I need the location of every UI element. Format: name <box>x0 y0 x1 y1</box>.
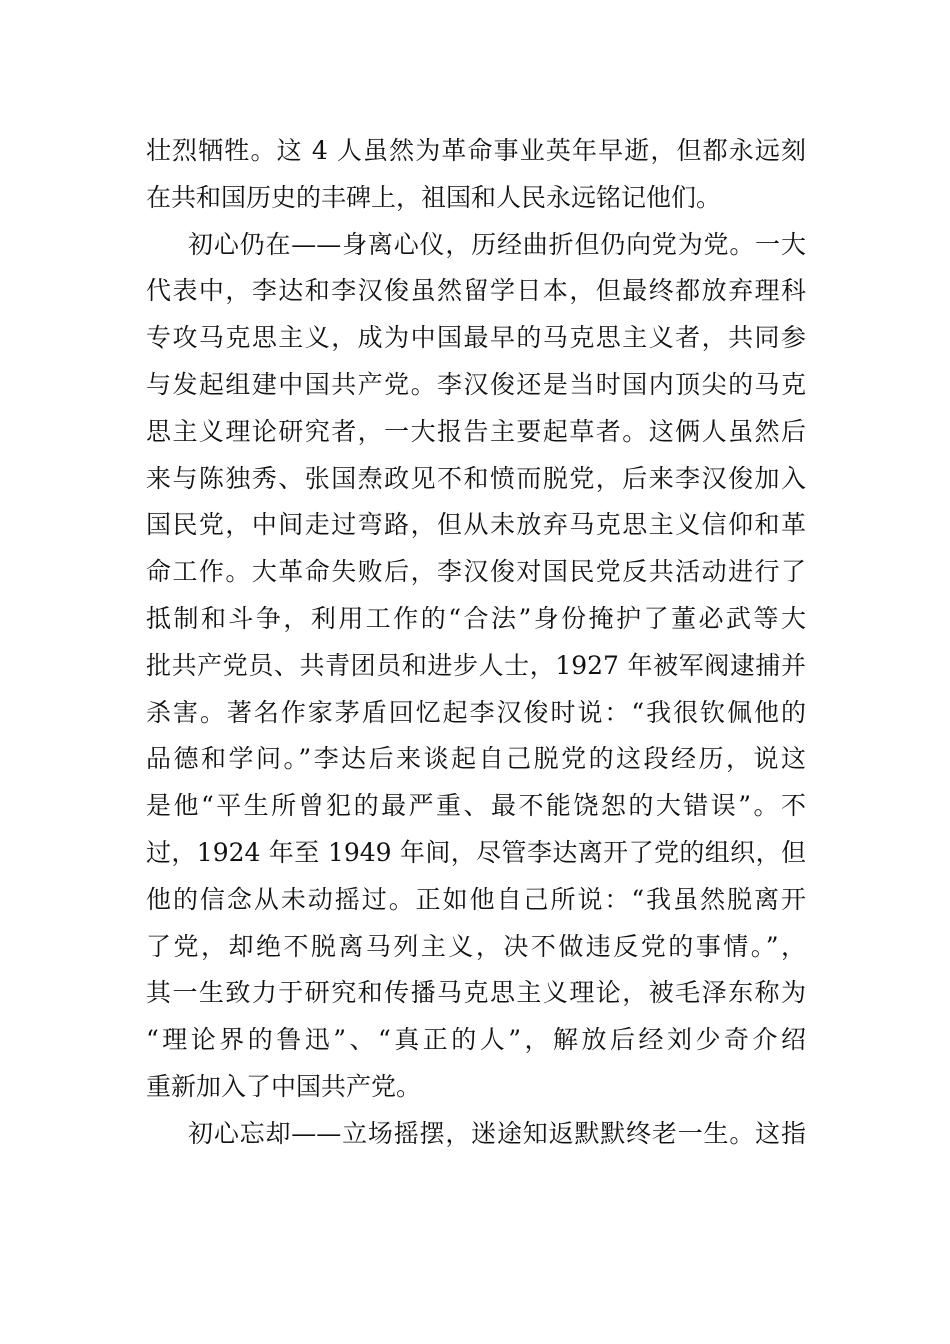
paragraph <box>146 222 806 1111</box>
text-line: 思主义理论研究者，一大报告主要起草者。这俩人虽然后 <box>146 416 806 446</box>
text-line: 国民党，中间走过弯路，但从未放弃马克思主义信仰和革 <box>146 510 806 540</box>
text-line: 杀害。著名作家茅盾回忆起李汉俊时说：“我很钦佩他的 <box>146 697 806 727</box>
text-line: 批共产党员、共青团员和进步人士，1927 年被军阀逮捕并 <box>146 650 806 680</box>
text-line: 他的信念从未动摇过。正如他自己所说：“我虽然脱离开 <box>146 884 806 914</box>
text-line: 与发起组建中国共产党。李汉俊还是当时国内顶尖的马克 <box>146 369 806 399</box>
text-line: 专攻马克思主义，成为中国最早的马克思主义者，共同参 <box>146 323 806 353</box>
text-line: 品德和学问。”李达后来谈起自己脱党的这段经历，说这 <box>146 744 806 774</box>
document-body <box>146 128 806 1158</box>
text-line: 是他“平生所曾犯的最严重、最不能饶恕的大错误”。不 <box>146 791 806 821</box>
text-line: 其一生致力于研究和传播马克思主义理论，被毛泽东称为 <box>146 978 806 1008</box>
text-line: 在共和国历史的丰碑上，祖国和人民永远铭记他们。 <box>146 182 722 212</box>
text-line: 重新加入了中国共产党。 <box>146 1071 422 1101</box>
text-line: 命工作。大革命失败后，李汉俊对国民党反共活动进行了 <box>146 557 806 587</box>
text-line: 来与陈独秀、张国焘政见不和愤而脱党，后来李汉俊加入 <box>146 463 806 493</box>
paragraph <box>146 1111 806 1158</box>
text-line: 代表中，李达和李汉俊虽然留学日本，但最终都放弃理科 <box>146 276 806 306</box>
text-line: 抵制和斗争，利用工作的“合法”身份掩护了董必武等大 <box>146 603 806 633</box>
text-line: “理论界的鲁迅”、“真正的人”，解放后经刘少奇介绍 <box>146 1025 806 1055</box>
text-line: 了党，却绝不脱离马列主义，决不做违反党的事情。”， <box>146 931 806 961</box>
text-line: 初心仍在——身离心仪，历经曲折但仍向党为党。一大 <box>188 229 806 259</box>
text-line: 壮烈牺牲。这 4 人虽然为革命事业英年早逝，但都永远刻 <box>146 136 806 165</box>
text-line: 初心忘却——立场摇摆，迷途知返默默终老一生。这指 <box>188 1118 806 1148</box>
text-line: 过，1924 年至 1949 年间，尽管李达离开了党的组织，但 <box>146 837 806 867</box>
paragraph <box>146 128 806 222</box>
